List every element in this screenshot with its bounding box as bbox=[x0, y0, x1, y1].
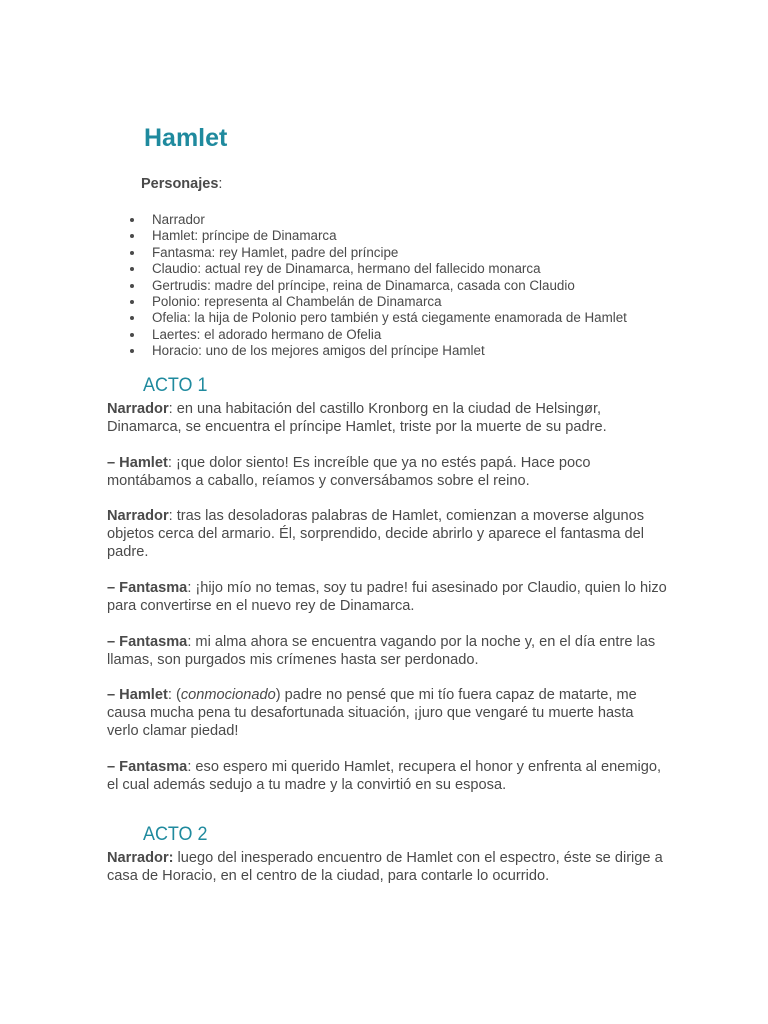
list-item bbox=[130, 228, 627, 244]
bullet-icon bbox=[130, 300, 134, 304]
speaker-name: Narrador: bbox=[107, 850, 174, 866]
dialogue-text: tras las desoladoras palabras de Hamlet, comienzan a moverse algunos objetos cerca del armario. Él, sorprendido, decide abrirlo y aparece el fantasma del padre. bbox=[107, 508, 645, 560]
cast-item-text: Polonio: representa al Chambelán de Dinamarca bbox=[152, 294, 442, 310]
speaker-name: – Fantasma bbox=[107, 580, 188, 596]
page-title: Hamlet bbox=[144, 124, 228, 152]
cast-list bbox=[130, 212, 627, 360]
speaker-name: – Fantasma bbox=[107, 634, 188, 650]
bullet-icon bbox=[130, 267, 134, 271]
bullet-icon bbox=[130, 234, 134, 238]
dialogue-paragraph bbox=[107, 579, 667, 615]
dialogue-paragraph bbox=[107, 507, 667, 561]
list-item bbox=[130, 261, 627, 277]
dialogue-text: ) padre no pensé que mi tío fuera capaz de matarte, me causa mucha pena tu desafortunada situación, ¡juro que vengaré tu muerte hasta verlo clamar piedad! bbox=[107, 687, 637, 739]
stage-direction: conmocionado bbox=[180, 687, 276, 703]
speaker-name: – Fantasma bbox=[107, 759, 188, 775]
cast-item-text: Horacio: uno de los mejores amigos del príncipe Hamlet bbox=[152, 343, 485, 359]
list-item bbox=[130, 343, 627, 359]
speaker-separator: : bbox=[187, 759, 192, 775]
list-item bbox=[130, 245, 627, 261]
cast-item-text: Fantasma: rey Hamlet, padre del príncipe bbox=[152, 244, 399, 260]
speaker-name: – Hamlet bbox=[107, 455, 168, 471]
speaker-separator: : bbox=[187, 634, 192, 650]
bullet-icon bbox=[130, 284, 134, 288]
cast-item-text: Hamlet: príncipe de Dinamarca bbox=[152, 228, 337, 244]
bullet-icon bbox=[130, 316, 134, 320]
speaker-separator: : bbox=[187, 580, 192, 596]
dialogue-text: luego del inesperado encuentro de Hamlet con el espectro, éste se dirige a casa de Horacio, en el centro de la ciudad, para contarle lo ocurrido. bbox=[107, 850, 663, 884]
speaker-name: Narrador bbox=[107, 401, 169, 417]
list-item bbox=[130, 310, 627, 326]
cast-item-text: Narrador bbox=[152, 212, 205, 227]
list-item bbox=[130, 294, 627, 310]
speaker-name: – Hamlet bbox=[107, 687, 168, 703]
cast-item-text: Gertrudis: madre del príncipe, reina de Dinamarca, casada con Claudio bbox=[152, 277, 575, 293]
dialogue-paragraph bbox=[107, 849, 667, 885]
dialogue-text: eso espero mi querido Hamlet, recupera el honor y enfrenta al enemigo, el cual además sedujo a tu madre y la convirtió en su esposa. bbox=[107, 759, 662, 793]
cast-heading-colon: : bbox=[218, 176, 223, 192]
speaker-separator: : bbox=[168, 401, 173, 417]
dialogue-paragraph bbox=[107, 454, 667, 490]
list-item bbox=[130, 327, 627, 343]
bullet-icon bbox=[130, 333, 134, 337]
list-item bbox=[130, 278, 627, 294]
speaker-separator: : bbox=[167, 455, 172, 471]
speaker-separator: : bbox=[167, 687, 172, 703]
cast-item-text: Laertes: el adorado hermano de Ofelia bbox=[152, 326, 382, 342]
dialogue-text: ¡hijo mío no temas, soy tu padre! fui asesinado por Claudio, quien lo hizo para convertirse en el nuevo rey de Dinamarca. bbox=[107, 580, 667, 614]
dialogue-text: en una habitación del castillo Kronborg en la ciudad de Helsingør, Dinamarca, se encuentra el príncipe Hamlet, triste por la muerte de su padre. bbox=[107, 401, 607, 435]
bullet-icon bbox=[130, 251, 134, 255]
list-item bbox=[130, 212, 627, 228]
act-1-heading: ACTO 1 bbox=[143, 374, 208, 396]
bullet-icon bbox=[130, 218, 134, 222]
dialogue-text: ¡que dolor siento! Es increíble que ya no estés papá. Hace poco montábamos a caballo, reíamos y conversábamos sobre el reino. bbox=[107, 455, 591, 489]
dialogue-paragraph bbox=[107, 400, 667, 436]
cast-item-text: Claudio: actual rey de Dinamarca, hermano del fallecido monarca bbox=[152, 261, 541, 277]
dialogue-paragraph bbox=[107, 686, 667, 740]
cast-heading-label: Personajes bbox=[141, 176, 219, 192]
stage-direction-open: ( bbox=[171, 687, 181, 703]
speaker-name: Narrador bbox=[107, 508, 169, 524]
cast-heading bbox=[141, 176, 222, 192]
speaker-separator: : bbox=[168, 508, 173, 524]
dialogue-text: mi alma ahora se encuentra vagando por la noche y, en el día entre las llamas, son purgados mis crímenes hasta ser perdonado. bbox=[107, 634, 656, 668]
dialogue-paragraph bbox=[107, 633, 667, 669]
act-2-heading: ACTO 2 bbox=[143, 823, 208, 845]
cast-item-text: Ofelia: la hija de Polonio pero también y está ciegamente enamorada de Hamlet bbox=[152, 310, 627, 326]
bullet-icon bbox=[130, 349, 134, 353]
dialogue-paragraph bbox=[107, 758, 667, 794]
